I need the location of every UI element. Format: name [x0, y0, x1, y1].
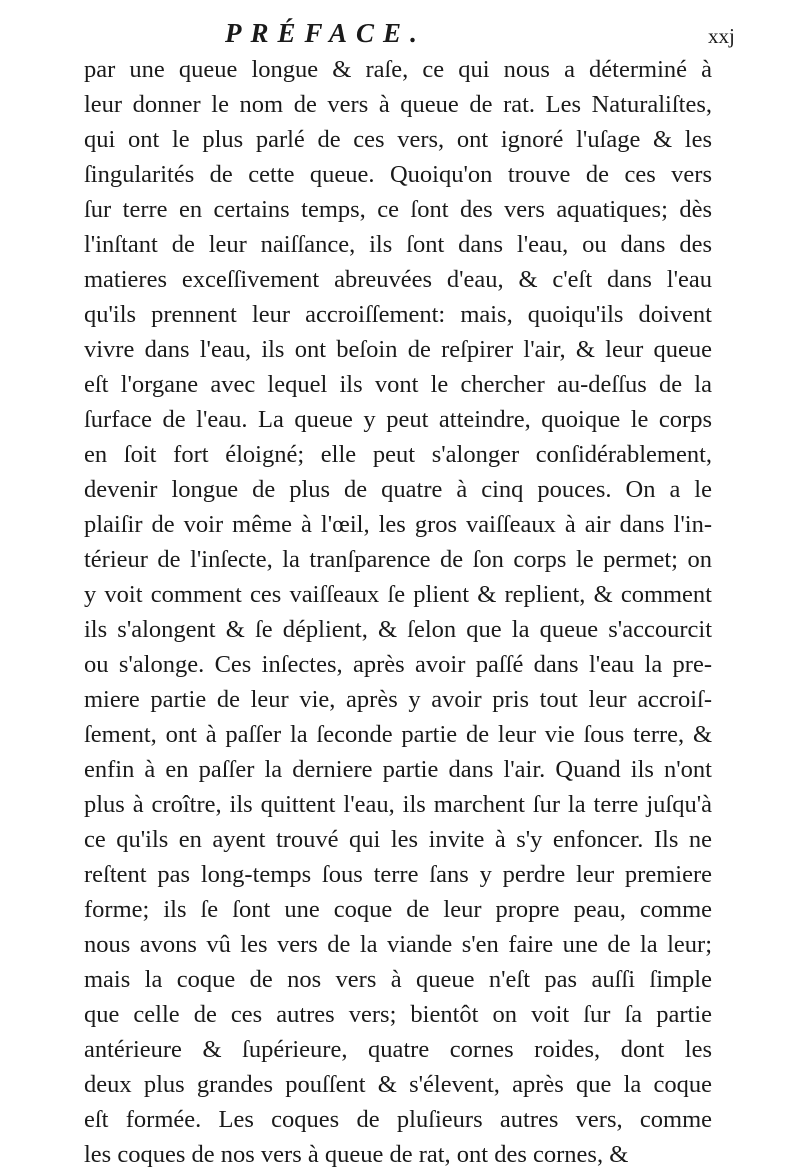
text-line: ou s'alonge. Ces inſectes, après avoir paſſé dans l'eau la pre-: [84, 651, 712, 678]
text-line: mais la coque de nos vers à queue n'eſt pas auſſi ſimple: [84, 966, 712, 993]
text-line: forme; ils ſe ſont une coque de leur propre peau, comme: [84, 896, 712, 923]
text-line: deux plus grandes pouſſent & s'élevent, après que la coque: [84, 1071, 712, 1098]
text-line: en ſoit fort éloigné; elle peut s'alonger conſidérablement,: [84, 441, 712, 468]
text-line: leur donner le nom de vers à queue de rat. Les Naturaliſtes,: [84, 91, 712, 118]
text-line: plaiſir de voir même à l'œil, les gros vaiſſeaux à air dans l'in-: [84, 511, 712, 538]
text-line: térieur de l'inſecte, la tranſparence de ſon corps le permet; on: [84, 546, 712, 573]
text-line: matieres exceſſivement abreuvées d'eau, & c'eſt dans l'eau: [84, 266, 712, 293]
text-line: reſtent pas long-temps ſous terre ſans y perdre leur premiere: [84, 861, 712, 888]
running-title: PRÉFACE.: [225, 18, 426, 48]
text-line: devenir longue de plus de quatre à cinq pouces. On a le: [84, 476, 712, 503]
text-line: eſt l'organe avec lequel ils vont le chercher au-deſſus de la: [84, 371, 712, 398]
text-line: qu'ils prennent leur accroiſſement: mais, quoiqu'ils doivent: [84, 301, 712, 328]
text-line: ſement, ont à paſſer la ſeconde partie de leur vie ſous terre, &: [84, 721, 712, 748]
text-line: enfin à en paſſer la derniere partie dans l'air. Quand ils n'ont: [84, 756, 712, 783]
text-line: plus à croître, ils quittent l'eau, ils marchent ſur la terre juſqu'à: [84, 791, 712, 818]
text-line: eſt formée. Les coques de pluſieurs autres vers, comme: [84, 1106, 712, 1133]
text-line: ils s'alongent & ſe déplient, & ſelon que la queue s'accourcit: [84, 616, 712, 643]
text-line: vivre dans l'eau, ils ont beſoin de reſpirer l'air, & leur queue: [84, 336, 712, 363]
text-line: l'inſtant de leur naiſſance, ils ſont dans l'eau, ou dans des: [84, 231, 712, 258]
text-line: qui ont le plus parlé de ces vers, ont ignoré l'uſage & les: [84, 126, 712, 153]
text-line: ce qu'ils en ayent trouvé qui les invite à s'y enfoncer. Ils ne: [84, 826, 712, 853]
text-line: que celle de ces autres vers; bientôt on voit ſur ſa partie: [84, 1001, 712, 1028]
text-line: ſingularités de cette queue. Quoiqu'on trouve de ces vers: [84, 161, 712, 188]
text-line: ſurface de l'eau. La queue y peut atteindre, quoique le corps: [84, 406, 712, 433]
text-line: nous avons vû les vers de la viande s'en faire une de la leur;: [84, 931, 712, 958]
text-line: les coques de nos vers à queue de rat, ont des cornes, &: [84, 1141, 629, 1168]
body-text: [84, 52, 712, 1172]
text-line: y voit comment ces vaiſſeaux ſe plient & replient, & comment: [84, 581, 712, 608]
text-line: par une queue longue & raſe, ce qui nous a déterminé à: [84, 56, 712, 83]
running-head: [0, 16, 800, 50]
text-line: ſur terre en certains temps, ce ſont des vers aquatiques; dès: [84, 196, 712, 223]
page-number: xxj: [708, 24, 735, 48]
text-line: antérieure & ſupérieure, quatre cornes roides, dont les: [84, 1036, 712, 1063]
text-line: miere partie de leur vie, après y avoir pris tout leur accroiſ-: [84, 686, 712, 713]
